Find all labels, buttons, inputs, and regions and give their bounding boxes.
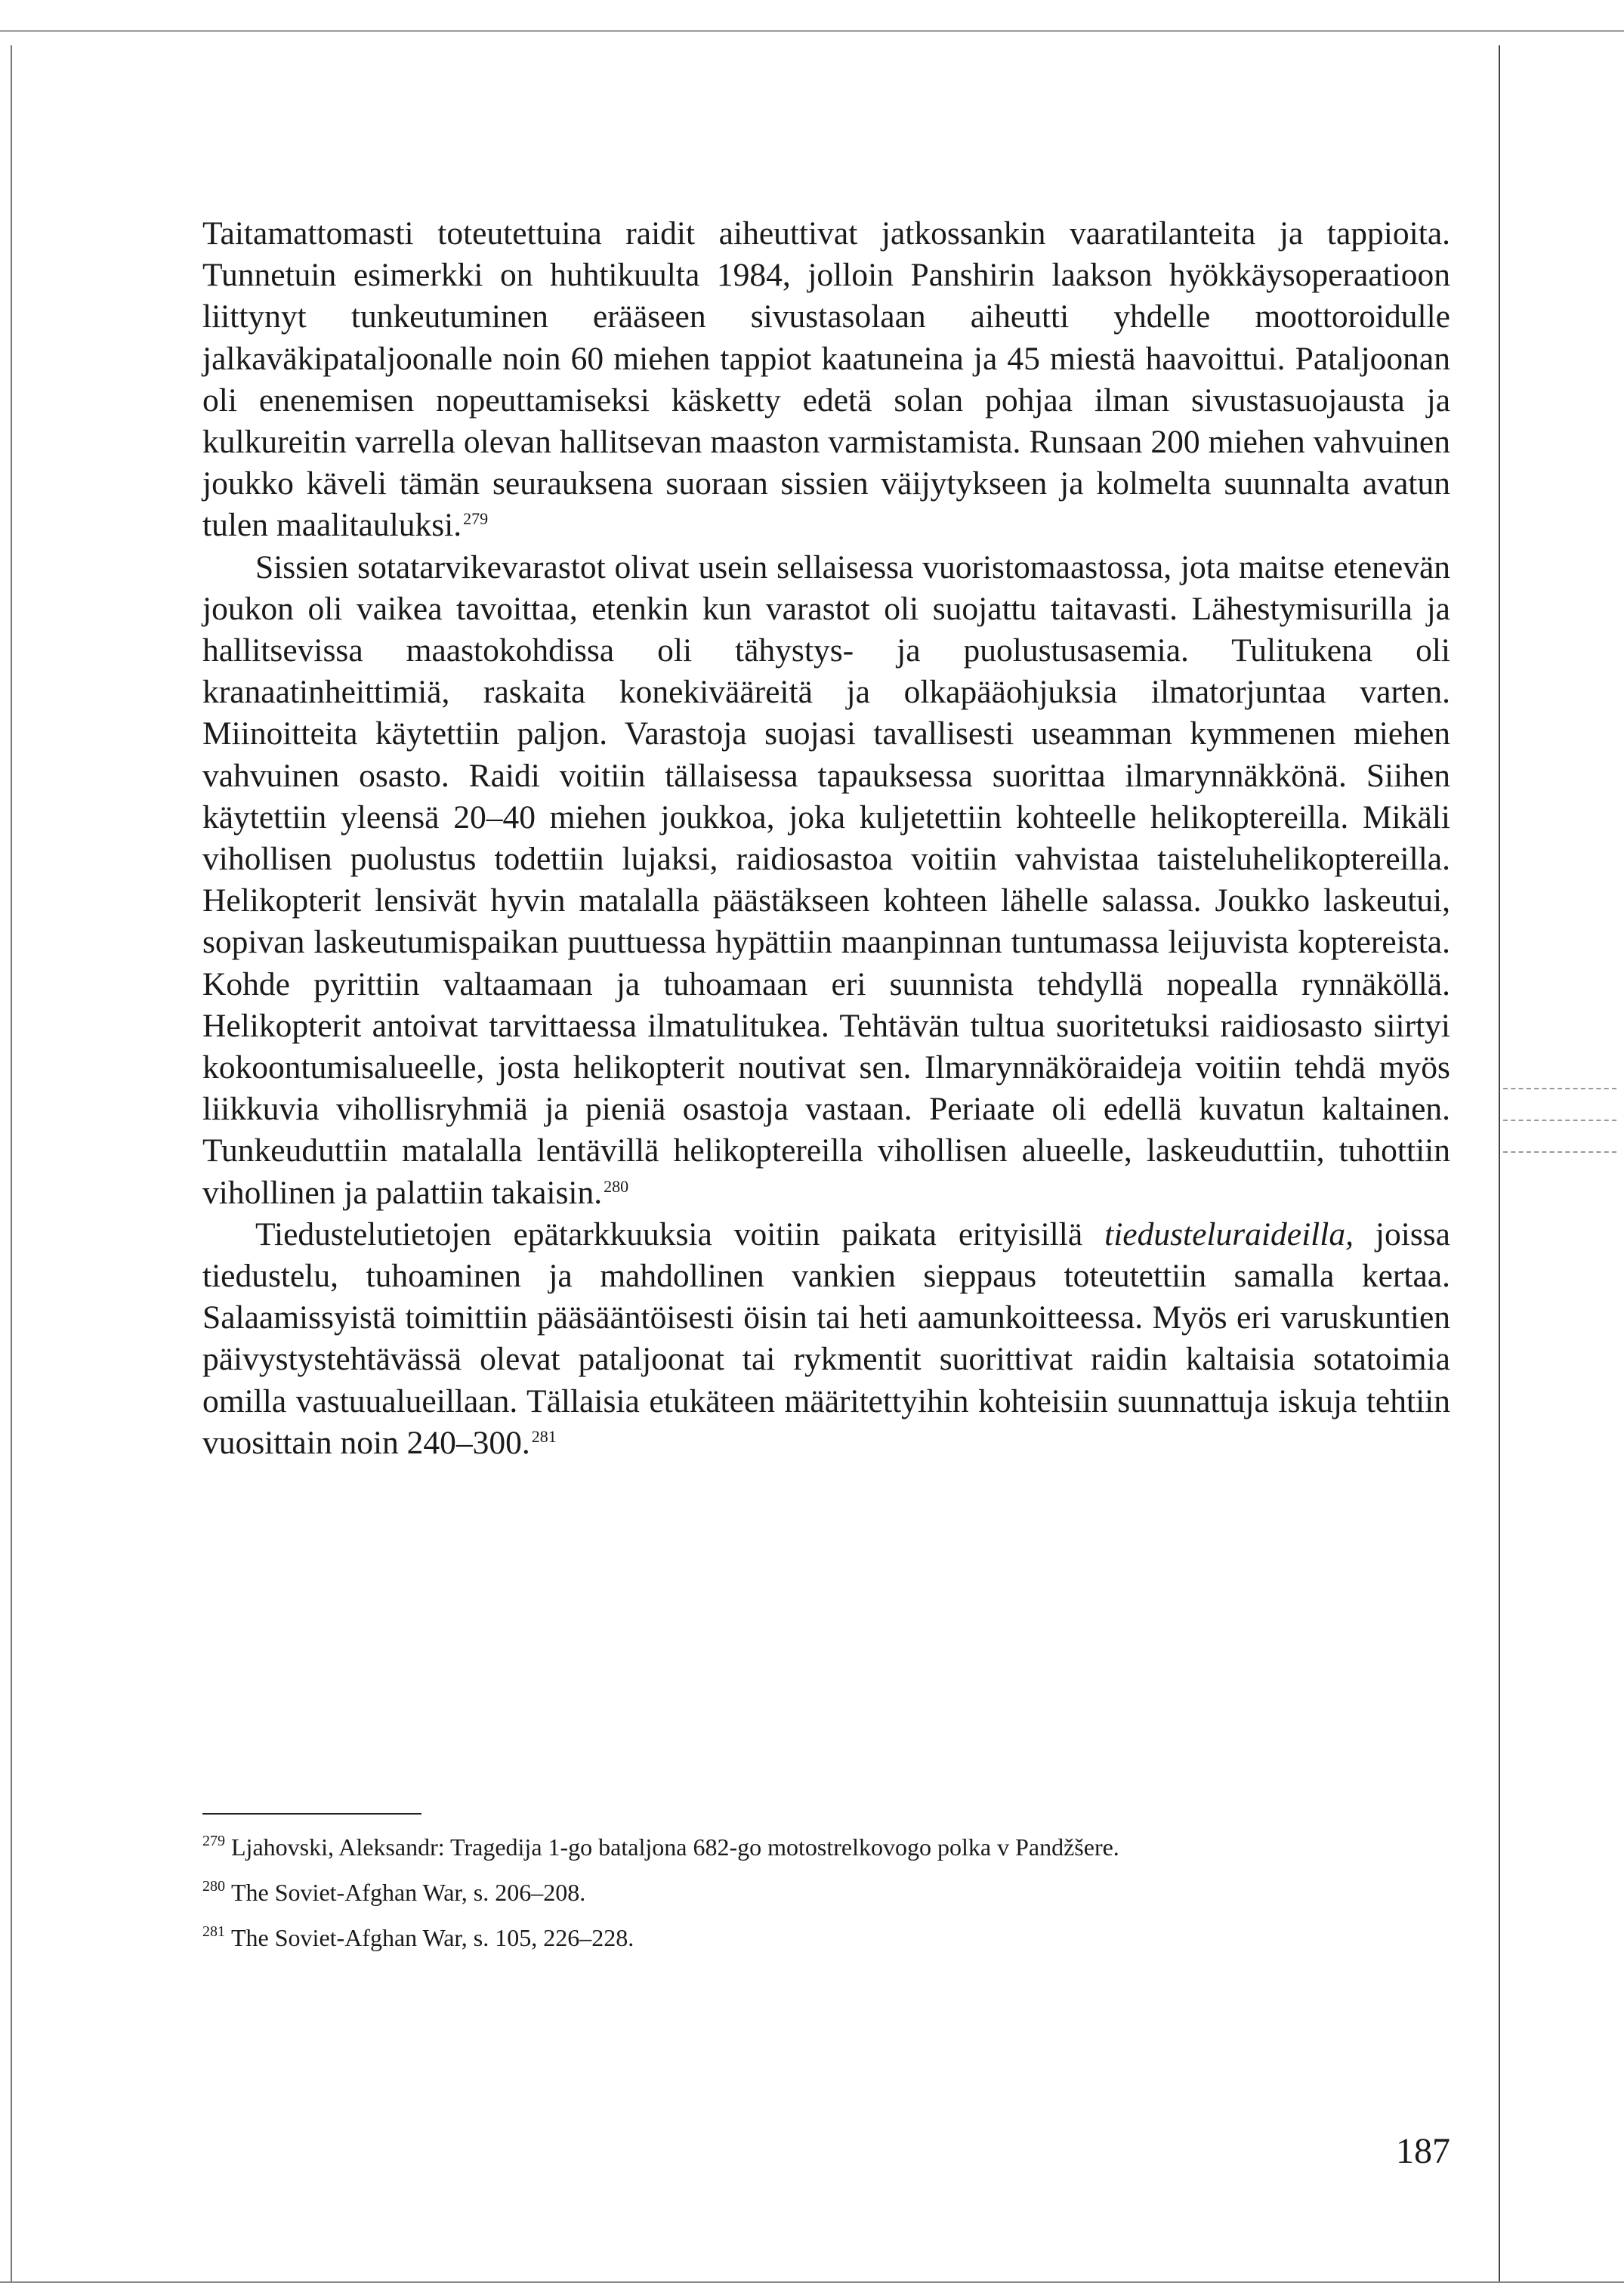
paragraph-3-text-start: Tiedustelutietojen epätarkkuuksia voitiin paikata erityisillä bbox=[255, 1215, 1105, 1253]
footnote-number: 279 bbox=[202, 1833, 225, 1849]
scan-edge-right bbox=[1499, 45, 1500, 2281]
paragraph-3-italic-term: tiedusteluraideilla, bbox=[1104, 1215, 1354, 1253]
footnote-text: Ljahovski, Aleksandr: Tragedija 1-go bataljona 682-go motostrelkovogo polka v Pandžšere. bbox=[231, 1833, 1119, 1861]
paragraph-1 bbox=[202, 213, 1450, 547]
footnote-280 bbox=[202, 1877, 1450, 1907]
footnotes bbox=[202, 1832, 1450, 1968]
footnote-text: The Soviet-Afghan War, s. 206–208. bbox=[231, 1879, 586, 1906]
footnote-ref-279[interactable]: 279 bbox=[463, 509, 489, 529]
footnote-separator bbox=[202, 1813, 421, 1815]
footnote-ref-281[interactable]: 281 bbox=[531, 1426, 557, 1446]
paragraph-1-text: Taitamattomasti toteutettuina raidit aiheuttivat jatkossankin vaaratilanteita ja tappioita. Tunnetuin esimerkki on huhtikuulta 1984, jolloin Panshirin laakson hyökkäysoperaatioon liittynyt tunkeutuminen erääseen sivustasolaan aiheutti yhdelle moottoroidulle jalkaväkipataljoonalle noin 60 miehen tappiot kaatuneina ja 45 miestä haavoittui. Pataljoonan oli enenemisen nopeuttamiseksi käsketty edetä solan pohjaa ilman sivustasuojausta ja kulkureitin varrella olevan hallitsevan maaston varmistamista. Runsaan 200 miehen vahvuinen joukko käveli tämän seurauksena suoraan sissien väijytykseen ja kolmelta suunnalta avatun tulen maalitauluksi. bbox=[202, 215, 1450, 544]
page-number: 187 bbox=[1396, 2131, 1450, 2171]
paragraph-2-text: Sissien sotatarvikevarastot olivat usein sellaisessa vuoristomaastossa, jota maitse etenevän joukon oli vaikea tavoittaa, etenkin kun varastot oli suojattu taitavasti. Lähestymisurilla ja hallitsevissa maastokohdissa oli tähystys- ja puolustusasemia. Tulitukena oli kranaatinheittimiä, raskaita konekivääreitä ja olkapääohjuksia ilmatorjuntaa varten. Miinoitteita käytettiin paljon. Varastoja suojasi tavallisesti useamman kymmenen miehen vahvuinen osasto. Raidi voitiin tällaisessa tapauksessa suorittaa ilmarynnäkkönä. Siihen käytettiin yleensä 20–40 miehen joukkoa, joka kuljetettiin kohteelle helikoptereilla. Mikäli vihollisen puolustus todettiin lujaksi, raidiosastoa voitiin vahvistaa taisteluhelikoptereilla. Helikopterit lensivät hyvin matalalla päästäkseen kohteen lähelle salassa. Joukko laskeutui, sopivan laskeutumispaikan puuttuessa hypättiin maanpinnan tuntumassa leijuvista koptereista. Kohde pyrittiin valtaamaan ja tuhoamaan eri suunnista tehdyllä nopealla rynnäköllä. Helikopterit antoivat tarvittaessa ilmatulitukea. Tehtävän tultua suoritetuksi raidiosasto siirtyi kokoontumisalueelle, josta helikopterit noutivat sen. Ilmarynnäköraideja voitiin tehdä myös liikkuvia vihollisryhmiä ja pieniä osastoja vastaan. Periaate oli edellä kuvatun kaltainen. Tunkeuduttiin matalalla lentävillä helikoptereilla vihollisen alueelle, laskeuduttiin, tuhottiin vihollinen ja palattiin takaisin. bbox=[202, 548, 1450, 1211]
scan-margin-marks bbox=[1503, 1058, 1616, 1194]
body-text bbox=[202, 213, 1450, 1464]
footnote-text: The Soviet-Afghan War, s. 105, 226–228. bbox=[231, 1924, 634, 1951]
paragraph-3-text-end: joissa tiedustelu, tuhoaminen ja mahdollinen vankien sieppaus toteutettiin samalla kertaa. Salaamissyistä toimittiin pääsääntöisesti öisin tai heti aamunkoitteessa. Myös eri varuskuntien päivystystehtävässä olevat pataljoonat tai rykmentit suorittivat raidin kaltaisia sotatoimia omilla vastuualueillaan. Tällaisia etukäteen määritettyihin kohteisiin suunnattuja iskuja tehtiin vuosittain noin 240–300. bbox=[202, 1215, 1450, 1461]
paragraph-3 bbox=[202, 1214, 1450, 1464]
footnote-number: 281 bbox=[202, 1923, 225, 1940]
footnote-number: 280 bbox=[202, 1878, 225, 1895]
scan-edge-left bbox=[11, 45, 12, 2281]
footnote-ref-280[interactable]: 280 bbox=[604, 1176, 629, 1196]
footnote-279 bbox=[202, 1832, 1450, 1862]
scan-edge-top bbox=[0, 30, 1624, 32]
paragraph-2 bbox=[202, 547, 1450, 1214]
scan-edge-bottom bbox=[0, 2281, 1624, 2283]
footnote-281 bbox=[202, 1923, 1450, 1953]
